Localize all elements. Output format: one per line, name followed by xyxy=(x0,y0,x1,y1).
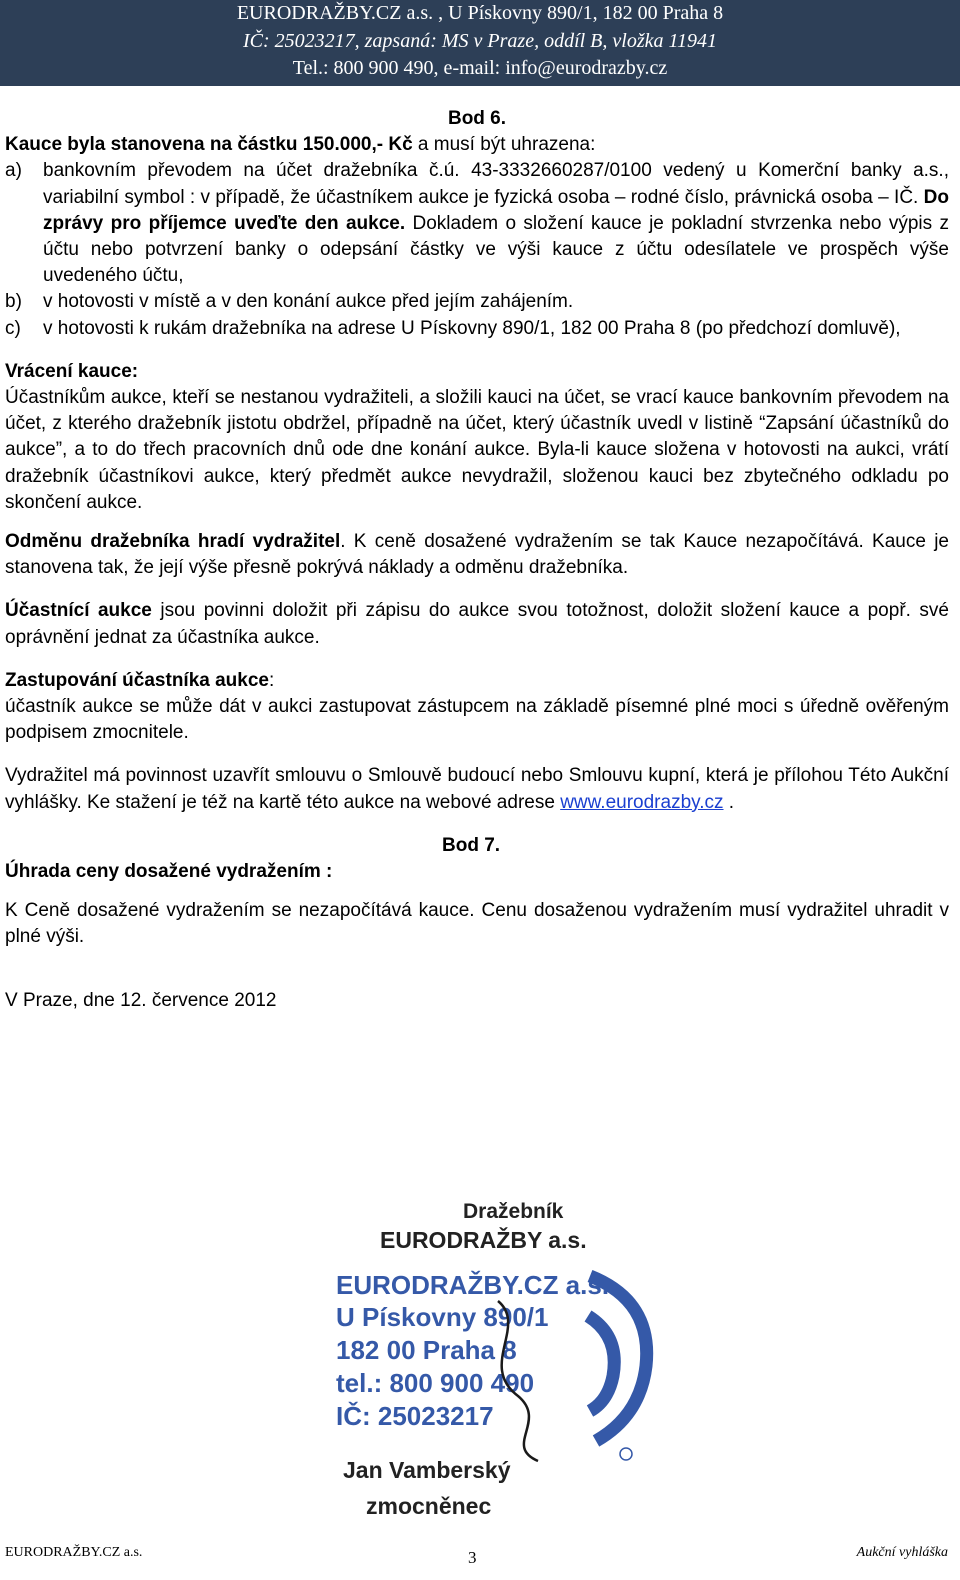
stamp-graphic xyxy=(328,1196,668,1526)
stamp-line-5: 182 00 Praha 8 xyxy=(336,1335,517,1365)
eurodrazby-link[interactable]: www.eurodrazby.cz xyxy=(560,791,724,813)
stamp-line-3: EURODRAŽBY.CZ a.s. xyxy=(336,1270,610,1300)
stamp-line-6: tel.: 800 900 490 xyxy=(336,1368,535,1398)
auctioneer-stamp-signature xyxy=(328,1196,668,1526)
odmena-bold: Odměnu dražebníka hradí vydražitel xyxy=(5,531,341,553)
uhrada-heading: Úhrada ceny dosažené vydražením : xyxy=(5,860,333,882)
option-b-label: b) xyxy=(5,291,22,313)
bod6-title: Bod 6. xyxy=(447,108,507,129)
odmena-paragraph xyxy=(5,529,949,581)
kauce-rest: a musí být uhrazena: xyxy=(412,134,596,156)
zastupovani-heading-line xyxy=(5,668,949,694)
letterhead-line-2: IČ: 25023217, zapsaná: MS v Praze, oddíl B, vložka 11941 xyxy=(242,30,718,52)
vraceni-heading: Vrácení kauce: xyxy=(5,360,139,382)
registered-mark-icon xyxy=(620,1448,632,1460)
stamp-logo-icon xyxy=(588,1276,647,1441)
bod7-title: Bod 7. xyxy=(442,834,501,856)
option-a-body: bankovním převodem na účet dražebníka č.ú. 43-3332660287/0100 vedený u Komerční banky a.s., variabilní symbol : v případě, že účastníkem aukce je fyzická osoba – rodné číslo, právnická osoba – IČ. xyxy=(43,160,949,208)
zastupovani-text: účastník aukce se může dát v aukci zastupovat zástupcem na základě písemné plné moci s úředně ověřeným podpisem zmocnitele. xyxy=(5,696,949,744)
ucastnici-paragraph xyxy=(5,598,949,650)
stamp-line-2: EURODRAŽBY a.s. xyxy=(380,1227,587,1253)
vydrazitel-text: Vydražitel má povinnost uzavřít smlouvu o Smlouvě budoucí nebo Smlouvu kupní, která je přílohou Této Aukční vyhlášky. Ke stažení je též na kartě této aukce na webové adrese xyxy=(5,765,949,813)
ucastnici-text: jsou povinni doložit při zápisu do aukce svou totožnost, doložit složení kauce a popř. své oprávnění jednat za účastníka aukce. xyxy=(5,600,949,648)
document-body xyxy=(5,106,949,1014)
vraceni-text: Účastníkům aukce, kteří se nestanou vydražiteli, a složili kauci na účet, se vrací kauce bankovním převodem na účet, z kterého dražebník jistotu obdržel, případně na účet, který účastník uvedl v listině “Zapsání účastníků do aukce”, a to do třech pracovních dnů ode dne konání aukce. Byla-li kauce složena v hotovosti na aukci, vrátí dražebník účastníkovi aukce, který předmět aukce nevydražil, složenou kauci bez zbytečného odkladu po skončení aukce. xyxy=(5,387,949,513)
page-number: 3 xyxy=(468,1548,477,1567)
payment-option-c xyxy=(5,316,949,342)
option-a-body-2: Dokladem o složení kauce je pokladní stvrzenka nebo výpis z účtu nebo potvrzení banky o odepsání částky ve výši kauce z účtu odesílatele ve prospěch výše uvedeného účtu, xyxy=(43,212,949,287)
stamp-line-7: IČ: 25023217 xyxy=(336,1401,494,1431)
kauce-amount: Kauce byla stanovena na částku 150.000,- Kč xyxy=(5,134,413,156)
ucastnici-bold: Účastnící aukce xyxy=(5,600,152,622)
odmena-text: . K ceně dosažené vydražením se tak Kauce nezapočítává. Kauce je stanovena tak, že její výše přesně pokrývá náklady a odměnu dražebníka. xyxy=(5,531,949,579)
zastupovani-colon: : xyxy=(269,669,275,691)
option-a-note: Do zprávy pro příjemce uveďte den aukce. xyxy=(43,186,949,234)
footer-company: EURODRAŽBY.CZ a.s. xyxy=(5,1545,143,1560)
option-a-text xyxy=(43,158,949,289)
payment-option-b xyxy=(5,289,949,315)
payment-option-a xyxy=(5,158,949,289)
vydrazitel-end: . xyxy=(723,791,735,813)
stamp-role: zmocněnec xyxy=(366,1493,492,1519)
stamp-name: Jan Vamberský xyxy=(343,1457,511,1483)
vydrazitel-paragraph xyxy=(5,763,949,815)
option-b-text: v hotovosti v místě a v den konání aukce před jejím zahájením. xyxy=(43,291,574,313)
option-c-label: c) xyxy=(5,317,21,339)
stamp-line-4: U Pískovny 890/1 xyxy=(336,1302,549,1332)
uhrada-text: K Ceně dosažené vydražením se nezapočítává kauce. Cenu dosaženou vydražením musí vydražitel uhradit v plné výši. xyxy=(5,899,949,948)
option-c-text: v hotovosti k rukám dražebníka na adrese U Pískovny 890/1, 182 00 Praha 8 (po předchozí domluvě), xyxy=(43,317,901,339)
footer-document-name: Aukční vyhláška xyxy=(856,1545,948,1560)
letterhead-line-3: Tel.: 800 900 490, e-mail: info@eurodrazby.cz xyxy=(292,57,668,79)
stamp-line-1: Dražebník xyxy=(463,1200,564,1223)
kauce-paragraph xyxy=(5,132,949,158)
letterhead xyxy=(0,0,960,86)
letterhead-line-1: EURODRAŽBY.CZ a.s. , U Pískovny 890/1, 182 00 Praha 8 xyxy=(236,2,724,24)
date-line: V Praze, dne 12. července 2012 xyxy=(5,990,277,1012)
option-a-label: a) xyxy=(5,160,22,182)
bod7-heading-row xyxy=(5,833,949,885)
zastupovani-heading: Zastupování účastníka aukce xyxy=(5,669,269,691)
